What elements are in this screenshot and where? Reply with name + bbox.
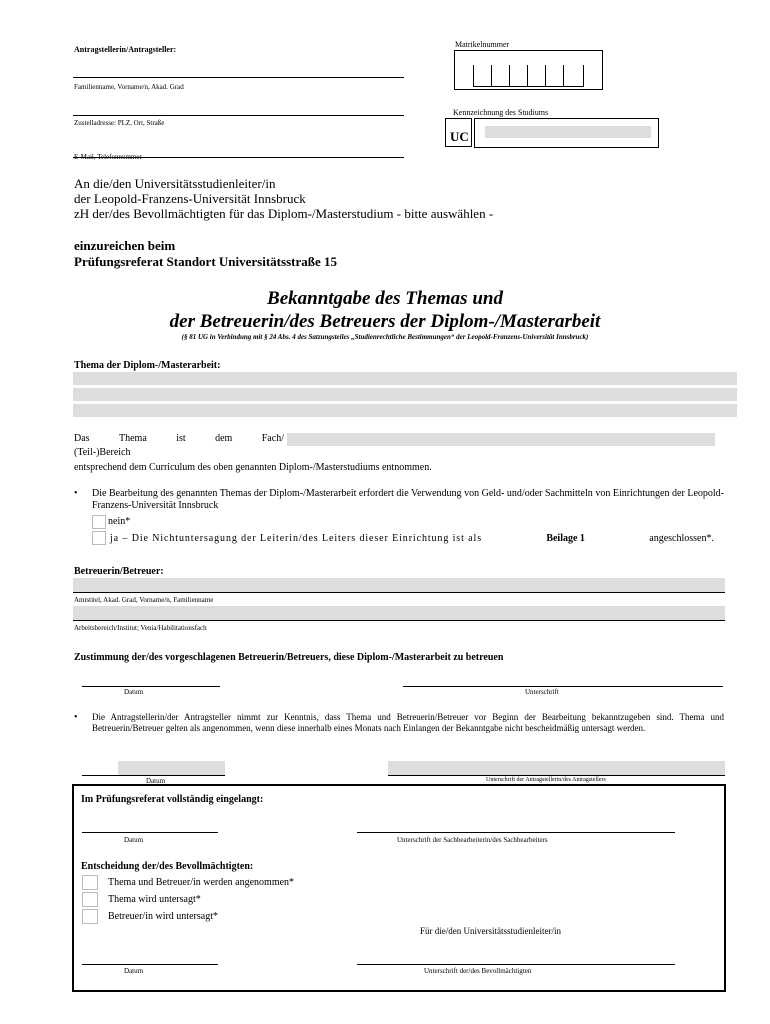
decision-date-line[interactable]: [82, 964, 218, 965]
decision-date-label: Datum: [124, 967, 144, 975]
notice-text: Die Antragstellerin/der Antragsteller nimmt zur Kenntnis, dass Thema und Betreuerin/Betreuer vor Beginn der Bearbeitung bekanntzugeben sind. Thema und Betreuerin/Betreuer gelten als angenommen, wenn diese innerhalb eines Monats nach Einlangen der Bekanntgabe nicht bescheidmäßig untersagt werden.: [92, 712, 724, 733]
decision-supervisor-reject-checkbox[interactable]: [82, 909, 98, 924]
thema-heading: Thema der Diplom-/Masterarbeit:: [74, 360, 221, 371]
thema-input-1[interactable]: [73, 372, 737, 385]
office-heading: Im Prüfungsreferat vollständig eingelangt:: [81, 794, 264, 805]
submit-line2: Prüfungsreferat Standort Universitätsstraße 15: [74, 254, 337, 269]
resources-text: Die Bearbeitung des genannten Themas der Diplom-/Masterarbeit erfordert die Verwendung von Geld- und/oder Sachmitteln von Einrichtungen der Leopold-Franzens-Universität Innsbruck: [92, 488, 724, 511]
supervisor-name-label: Amtstitel, Akad. Grad, Vorname/n, Familienname: [74, 596, 214, 604]
fach-line1: Das Thema ist dem Fach/: [74, 433, 284, 444]
resources-no-label: nein*: [108, 516, 131, 527]
addressee-line1: An die/den Universitätsstudienleiter/in: [74, 176, 276, 191]
decision-topic-reject-checkbox[interactable]: [82, 892, 98, 907]
decision-topic-reject-label: Thema wird untersagt*: [108, 894, 201, 905]
form-subtitle: (§ 81 UG in Verbindung mit § 24 Abs. 4 des Satzungsteiles „Studienrechtliche Bestimmungen“ der Leopold-Franzens-Universität Innsbruck): [181, 333, 589, 341]
consent-date-line[interactable]: [82, 686, 220, 687]
decision-accept-checkbox[interactable]: [82, 875, 98, 890]
form-title-line1: Bekanntgabe des Themas und: [267, 288, 503, 309]
studium-field[interactable]: [474, 118, 659, 148]
decision-signature-line[interactable]: [357, 964, 675, 965]
studium-prefix-box: [445, 118, 472, 147]
consent-heading: Zustimmung der/des vorgeschlagenen Betreuerin/Betreuers, diese Diplom-/Masterarbeit zu betreuen: [74, 652, 504, 663]
decision-heading: Entscheidung der/des Bevollmächtigten:: [81, 861, 254, 872]
studium-input[interactable]: [485, 126, 651, 138]
resources-yes-checkbox[interactable]: [92, 531, 106, 545]
studium-prefix: UC: [450, 129, 469, 144]
office-signature-label: Unterschrift der Sachbearbeiterin/des Sachbearbeiters: [397, 836, 548, 844]
consent-signature-line[interactable]: [403, 686, 723, 687]
resources-no-checkbox[interactable]: [92, 515, 106, 529]
applicant-contact-line[interactable]: [73, 157, 404, 158]
matrikel-digit-cells[interactable]: [473, 65, 584, 87]
applicant-address-label: Zustelladresse: PLZ, Ort, Straße: [74, 119, 165, 127]
supervisor-dept-input[interactable]: [73, 606, 725, 620]
notice-date-input[interactable]: [118, 761, 225, 775]
applicant-heading: Antragstellerin/Antragsteller:: [74, 45, 177, 54]
notice-signature-input[interactable]: [388, 761, 725, 775]
applicant-address-line[interactable]: [73, 115, 404, 116]
applicant-contact-label: E-Mail, Telefonnummer: [74, 153, 142, 161]
addressee-line2: der Leopold-Franzens-Universität Innsbruck: [74, 191, 306, 206]
form-title-line2: der Betreuerin/des Betreuers der Diplom-/Masterarbeit: [169, 311, 601, 332]
office-signature-line[interactable]: [357, 832, 675, 833]
office-box: [72, 784, 726, 992]
supervisor-name-input[interactable]: [73, 578, 725, 592]
notice-signature-label: Unterschrift der Antragstellerin/des Antragstellers: [486, 777, 606, 783]
supervisor-heading: Betreuerin/Betreuer:: [74, 566, 164, 577]
matrikel-box[interactable]: [454, 50, 603, 90]
applicant-name-line[interactable]: [73, 77, 404, 78]
supervisor-dept-label: Arbeitsbereich/Institut; Venia/Habilitationsfach: [74, 624, 207, 632]
consent-signature-label: Unterschrift: [525, 688, 559, 696]
submit-line1: einzureichen beim: [74, 238, 176, 253]
for-label: Für die/den Universitätsstudienleiter/in: [420, 926, 561, 936]
office-date-line[interactable]: [82, 832, 218, 833]
bullet-icon: •: [74, 488, 78, 499]
addressee-line3[interactable]: zH der/des Bevollmächtigten für das Diplom-/Masterstudium - bitte auswählen -: [74, 206, 494, 221]
decision-supervisor-reject-label: Betreuer/in wird untersagt*: [108, 911, 218, 922]
bullet-icon: •: [74, 712, 78, 723]
applicant-name-label: Familienname, Vorname/n, Akad. Grad: [74, 83, 184, 91]
studium-label: Kennzeichnung des Studiums: [453, 108, 549, 117]
fach-line3: entsprechend dem Curriculum des oben genannten Diplom-/Masterstudiums entnommen.: [74, 462, 432, 473]
decision-signature-label: Unterschrift der/des Bevollmächtigten: [424, 967, 532, 975]
thema-input-3[interactable]: [73, 404, 737, 417]
matrikel-label: Matrikelnummer: [455, 40, 510, 49]
office-date-label: Datum: [124, 836, 144, 844]
notice-date-label: Datum: [146, 777, 166, 785]
resources-yes-label: ja – Die Nichtuntersagung der Leiterin/des Leiters dieser Einrichtung ist als Beilage 1 angeschlossen*.: [110, 533, 714, 544]
decision-accept-label: Thema und Betreuer/in werden angenommen*: [108, 877, 295, 888]
consent-date-label: Datum: [124, 688, 144, 696]
fach-line2: (Teil-)Bereich: [74, 447, 131, 458]
thema-input-2[interactable]: [73, 388, 737, 401]
fach-input[interactable]: [287, 433, 715, 446]
